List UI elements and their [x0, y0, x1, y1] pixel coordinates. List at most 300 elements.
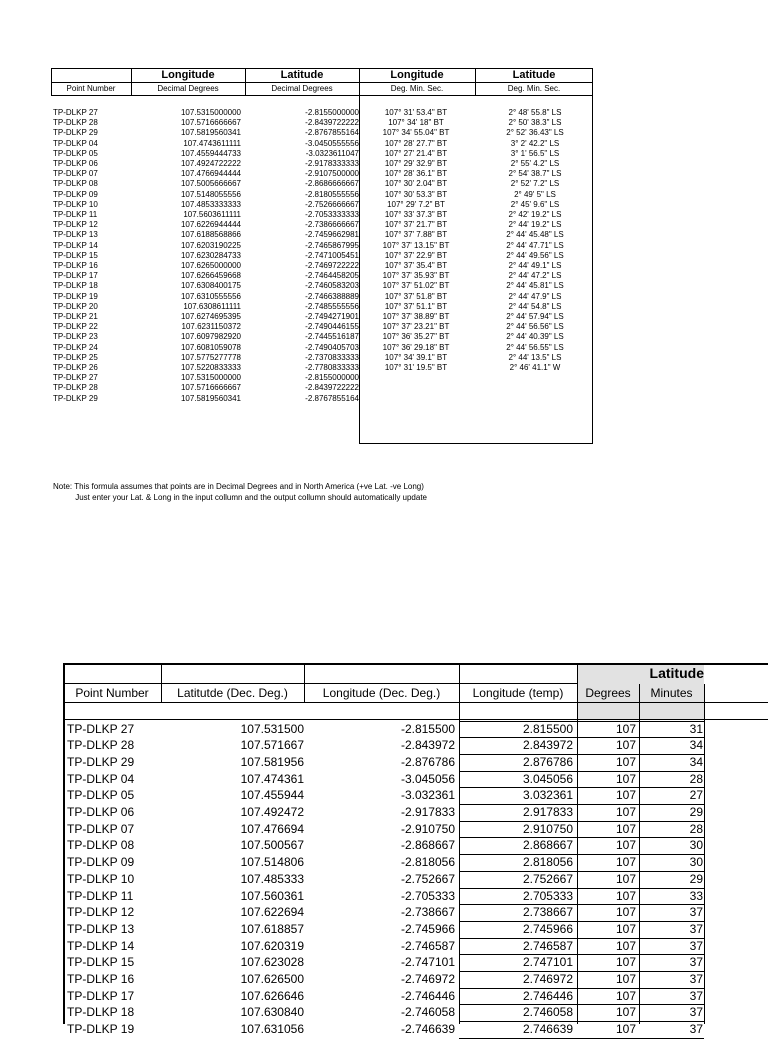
point-number-cell[interactable]: TP-DLKP 12	[67, 905, 135, 920]
longitude-dms-cell: 107° 37' 21.7" BT	[384, 220, 448, 230]
grid-line	[577, 703, 639, 720]
lon-temp-cell[interactable]: 2.752667	[522, 871, 573, 886]
lon-temp-cell[interactable]: 2.818056	[522, 855, 573, 870]
minutes-cell[interactable]: 37	[689, 905, 703, 920]
point-number-cell: TP-DLKP 29	[53, 128, 98, 138]
degrees-column-header: Degrees	[585, 686, 631, 700]
table-row	[63, 871, 768, 888]
lon-dec-cell[interactable]: -2.747101	[400, 955, 455, 970]
lat-dec-cell[interactable]: 107.631056	[240, 1022, 304, 1037]
point-number-cell: TP-DLKP 10	[53, 199, 98, 209]
lon-dec-cell[interactable]: -2.876786	[400, 754, 455, 769]
lat-dec-cell[interactable]: 107.623028	[240, 955, 304, 970]
point-number-cell[interactable]: TP-DLKP 10	[67, 871, 135, 886]
degrees-cell[interactable]: 107	[615, 855, 636, 870]
lat-dec-cell[interactable]: 107.626500	[240, 972, 304, 986]
latitude-decimal-cell: -2.7490446155	[305, 322, 359, 332]
longitude-dms-cell: 107° 34' 18" BT	[388, 118, 444, 128]
latitude-dms-cell: 2° 52' 7.2" LS	[510, 179, 560, 189]
point-number-cell: TP-DLKP 14	[53, 240, 98, 250]
longitude-header: Longitude	[161, 69, 215, 81]
lon-temp-cell[interactable]: 2.745966	[522, 921, 573, 936]
point-number-cell[interactable]: TP-DLKP 14	[67, 938, 135, 953]
latitude-decimal-cell: -2.7780833333	[305, 363, 359, 372]
point-number-cell: TP-DLKP 09	[53, 189, 98, 199]
latitude-dms-cell: 2° 55' 4.2" LS	[510, 159, 560, 168]
latitude-decimal-cell: -2.7465867995	[305, 240, 359, 250]
table-row	[51, 179, 593, 189]
longitude-decimal-cell: 107.5148055556	[180, 189, 241, 199]
point-number-cell[interactable]: TP-DLKP 15	[67, 955, 135, 970]
point-number-cell[interactable]: TP-DLKP 28	[67, 738, 135, 753]
lon-temp-cell[interactable]: 2.746058	[522, 1005, 573, 1020]
longitude-decimal-cell: 107.4559444733	[180, 148, 241, 158]
longitude-decimal-cell: 107.6274695395	[180, 312, 241, 321]
longitude-decimal-cell: 107.4853333333	[180, 199, 241, 209]
latitude-decimal-cell: -2.7459662981	[305, 230, 359, 240]
longitude-decimal-cell: 107.6310555556	[180, 291, 241, 301]
longitude-decimal-cell: 107.5716666667	[180, 383, 241, 393]
longitude-dms-cell: 107° 29' 32.9" BT	[384, 159, 448, 168]
longitude-dms-cell: 107° 36' 35.27" BT	[382, 332, 450, 342]
latitude-decimal-cell: -2.8180555556	[305, 189, 359, 199]
table-row	[51, 128, 593, 138]
latitude-dms-cell: 2° 42' 19.2" LS	[508, 210, 562, 219]
lat-dec-cell[interactable]: 107.581956	[240, 754, 304, 769]
table-row	[63, 888, 768, 905]
point-number-header: Point Number	[66, 84, 116, 93]
lat-dec-cell[interactable]: 107.455944	[240, 788, 304, 803]
longitude-decimal-cell: 107.6308400175	[180, 281, 241, 291]
longitude-dms-cell: 107° 33' 37.3" BT	[384, 210, 448, 219]
table-row	[51, 200, 593, 210]
table-row	[51, 373, 593, 383]
latitude-dms-cell: 2° 52' 36.43" LS	[506, 128, 564, 138]
lon-temp-cell[interactable]: 2.843972	[522, 738, 573, 753]
longitude-dms-cell: 107° 37' 51.1" BT	[384, 301, 448, 311]
latitude-subheader: Decimal Degrees	[271, 84, 333, 93]
minutes-cell[interactable]: 37	[689, 955, 703, 970]
longitude-dms-cell: 107° 37' 38.89" BT	[382, 312, 450, 321]
latitude-dms-cell: 2° 44' 45.48" LS	[506, 230, 564, 240]
longitude-dms-cell: 107° 34' 55.04" BT	[382, 128, 450, 138]
table-row	[63, 988, 768, 1005]
table-row	[51, 220, 593, 230]
point-number-cell: TP-DLKP 25	[53, 352, 98, 362]
lat-dec-cell[interactable]: 107.622694	[240, 905, 304, 920]
longitude-dms-cell: 107° 37' 35.4" BT	[384, 261, 448, 270]
point-number-cell: TP-DLKP 17	[53, 271, 98, 281]
latitude-dms-cell: 2° 44' 57.94" LS	[506, 312, 564, 321]
minutes-cell[interactable]: 29	[689, 871, 703, 886]
degrees-cell[interactable]: 107	[615, 771, 636, 786]
minutes-cell[interactable]: 29	[689, 805, 703, 819]
lat-dec-cell[interactable]: 107.500567	[240, 838, 304, 853]
lat-dec-cell[interactable]: 107.618857	[240, 921, 304, 936]
latitude-group-header: Latitude	[649, 665, 704, 681]
longitude-decimal-cell: 107.5005666667	[180, 179, 241, 189]
longitude-dms-cell: 107° 31' 19.5" BT	[384, 363, 448, 372]
latitude-dms-cell: 2° 50' 38.3" LS	[508, 118, 562, 128]
degrees-cell[interactable]: 107	[615, 754, 636, 769]
longitude-dms-cell: 107° 30' 2.04" BT	[384, 179, 448, 189]
point-number-cell: TP-DLKP 13	[53, 230, 98, 240]
table-row	[63, 921, 768, 938]
lon-dec-cell[interactable]: -2.745966	[400, 921, 455, 936]
point-number-cell[interactable]: TP-DLKP 11	[67, 888, 134, 903]
table-row	[51, 190, 593, 200]
degrees-cell[interactable]: 107	[615, 972, 636, 986]
table-row	[51, 302, 593, 312]
lon-temp-cell[interactable]: 2.747101	[522, 955, 573, 970]
longitude-dms-cell: 107° 37' 7.88" BT	[384, 230, 448, 240]
table-row	[51, 292, 593, 302]
table-row	[51, 159, 593, 169]
latitude-decimal-cell: -2.7471005451	[305, 250, 359, 260]
minutes-cell[interactable]: 30	[689, 855, 703, 870]
latitude-dms-subheader: Deg. Min. Sec.	[507, 84, 561, 93]
degrees-cell[interactable]: 107	[615, 888, 636, 903]
minutes-cell[interactable]: 30	[689, 838, 703, 853]
minutes-cell[interactable]: 37	[689, 988, 703, 1003]
longitude-decimal-cell: 107.5775277778	[180, 352, 241, 362]
latitude-dms-cell: 2° 44' 47.9" LS	[508, 291, 562, 301]
minutes-cell[interactable]: 37	[689, 1022, 703, 1037]
lon-dec-cell[interactable]: -2.818056	[400, 855, 455, 870]
lon-dec-cell[interactable]: -2.746587	[400, 938, 455, 953]
table-row	[63, 904, 768, 921]
latitude-dms-cell: 2° 44' 49.1" LS	[508, 261, 562, 270]
lon-temp-cell[interactable]: 2.746587	[522, 938, 573, 953]
longitude-decimal-cell: 107.6097982920	[180, 332, 241, 342]
lat-dec-cell[interactable]: 107.571667	[240, 738, 304, 753]
lon-temp-cell[interactable]: 2.910750	[522, 821, 573, 836]
lon-dec-cell[interactable]: -2.868667	[400, 838, 455, 853]
lon-dec-cell[interactable]: -2.705333	[400, 888, 455, 903]
latitude-dms-cell: 3° 2' 42.2" LS	[510, 138, 560, 148]
minutes-cell[interactable]: 27	[689, 788, 703, 803]
degrees-cell[interactable]: 107	[615, 955, 636, 970]
table-row	[63, 754, 768, 771]
minutes-cell[interactable]: 37	[689, 1005, 703, 1020]
degrees-cell[interactable]: 107	[615, 938, 636, 953]
minutes-cell[interactable]: 37	[689, 972, 703, 986]
degrees-cell[interactable]: 107	[615, 921, 636, 936]
minutes-cell[interactable]: 31	[689, 721, 703, 736]
table-row	[51, 353, 593, 363]
minutes-cell[interactable]: 34	[689, 754, 703, 769]
table-row	[51, 108, 593, 118]
lon-dec-cell[interactable]: -2.746446	[400, 988, 455, 1003]
minutes-cell[interactable]: 33	[689, 888, 703, 903]
point-number-cell: TP-DLKP 19	[53, 291, 98, 301]
latitude-dms-cell: 2° 44' 45.81" LS	[506, 281, 564, 291]
point-number-cell: TP-DLKP 12	[53, 220, 98, 230]
latitude-dms-cell: 2° 44' 56.56" LS	[506, 322, 564, 332]
latitude-dms-cell: 2° 44' 47.2" LS	[508, 271, 562, 281]
longitude-decimal-cell: 107.5603611111	[183, 210, 241, 219]
latitude-decimal-cell: -2.7469722222	[305, 261, 359, 270]
minutes-cell[interactable]: 28	[689, 821, 703, 836]
point-number-cell: TP-DLKP 05	[53, 148, 98, 158]
lon-dec-cell[interactable]: -2.752667	[400, 871, 455, 886]
lon-dec-cell[interactable]: -3.045056	[400, 771, 455, 786]
longitude-decimal-cell: 107.6203190225	[180, 240, 241, 250]
lon-dec-cell[interactable]: -3.032361	[400, 788, 455, 803]
point-number-cell: TP-DLKP 24	[53, 342, 98, 352]
point-number-cell[interactable]: TP-DLKP 17	[67, 988, 135, 1003]
longitude-decimal-cell: 107.6230284733	[180, 250, 241, 260]
lon-dec-cell[interactable]: -2.746972	[400, 972, 455, 986]
latitude-decimal-cell: -2.8686666667	[305, 179, 359, 189]
table-row	[63, 971, 768, 988]
table-row	[63, 938, 768, 955]
latitude-decimal-cell: -2.7053333333	[305, 210, 359, 219]
point-number-cell: TP-DLKP 27	[53, 373, 98, 383]
degrees-cell[interactable]: 107	[615, 721, 636, 736]
latitude-decimal-cell: -3.0323611047	[305, 148, 359, 158]
latitude-dms-cell: 2° 44' 40.39" LS	[506, 332, 564, 342]
table-row	[51, 118, 593, 128]
point-number-cell[interactable]: TP-DLKP 13	[67, 921, 135, 936]
table-row	[51, 332, 593, 342]
lat-dec-cell[interactable]: 107.476694	[240, 821, 304, 836]
table-row	[51, 169, 593, 179]
table-row	[51, 241, 593, 251]
lon-dec-cell[interactable]: -2.815500	[400, 721, 455, 736]
point-number-cell: TP-DLKP 06	[53, 159, 98, 168]
point-number-cell[interactable]: TP-DLKP 29	[67, 754, 135, 769]
lon-temp-cell[interactable]: 2.738667	[522, 905, 573, 920]
formula-note	[53, 481, 427, 503]
longitude-decimal-cell: 107.6081059078	[180, 342, 241, 352]
point-number-cell: TP-DLKP 18	[53, 281, 98, 291]
grid-line	[704, 684, 705, 703]
point-number-column-header: Point Number	[75, 686, 149, 700]
point-number-cell[interactable]: TP-DLKP 19	[67, 1022, 135, 1037]
longitude-decimal-cell: 107.6226944444	[180, 220, 241, 230]
minutes-cell[interactable]: 28	[689, 771, 703, 786]
point-number-cell: TP-DLKP 04	[53, 138, 98, 148]
table-row	[63, 821, 768, 838]
latitude-dms-cell: 2° 44' 13.5" LS	[508, 352, 562, 362]
grid-line	[639, 703, 704, 720]
lon-dec-cell[interactable]: -2.917833	[400, 805, 455, 819]
latitude-decimal-cell: -2.8439722222	[305, 118, 359, 128]
degrees-cell[interactable]: 107	[615, 905, 636, 920]
lon-temp-cell[interactable]: 2.746639	[522, 1022, 573, 1037]
point-number-cell: TP-DLKP 08	[53, 179, 98, 189]
lon-temp-cell[interactable]: 2.868667	[522, 838, 573, 853]
longitude-dms-cell: 107° 30' 53.3" BT	[384, 189, 448, 199]
table-row	[63, 954, 768, 971]
longitude-decimal-cell: 107.6265000000	[180, 261, 241, 270]
point-number-cell: TP-DLKP 28	[53, 118, 98, 128]
point-number-cell[interactable]: TP-DLKP 06	[67, 805, 135, 819]
latitude-dms-cell: 2° 44' 54.8" LS	[508, 301, 562, 311]
latitude-dms-cell: 3° 1' 56.5" LS	[510, 148, 560, 158]
longitude-decimal-cell: 107.4743611111	[183, 138, 241, 148]
table-row	[51, 271, 593, 281]
longitude-dms-cell: 107° 28' 36.1" BT	[384, 169, 448, 179]
lat-dec-column-header: Latitutde (Dec. Deg.)	[177, 686, 288, 700]
table-row	[63, 771, 768, 788]
latitude-decimal-cell: -2.7466388889	[305, 291, 359, 301]
point-number-cell[interactable]: TP-DLKP 16	[67, 972, 135, 986]
table-row	[51, 149, 593, 159]
table-row	[51, 281, 593, 291]
lon-dec-cell[interactable]: -2.746639	[400, 1022, 455, 1037]
latitude-decimal-cell: -2.8767855164	[305, 393, 359, 403]
latitude-dms-cell: 2° 44' 49.56" LS	[506, 250, 564, 260]
point-number-cell[interactable]: TP-DLKP 07	[67, 821, 135, 836]
lat-dec-cell[interactable]: 107.492472	[240, 805, 304, 819]
latitude-decimal-cell: -2.7490405703	[305, 342, 359, 352]
lon-temp-cell[interactable]: 2.876786	[522, 754, 573, 769]
latitude-decimal-cell: -2.7445516187	[305, 332, 359, 342]
latitude-decimal-cell: -2.7485555556	[305, 301, 359, 311]
latitude-dms-cell: 2° 44' 19.2" LS	[508, 220, 562, 230]
point-number-cell[interactable]: TP-DLKP 27	[67, 721, 135, 736]
longitude-decimal-cell: 107.5716666667	[180, 118, 241, 128]
longitude-dms-header: Longitude	[390, 69, 444, 81]
lat-dec-cell[interactable]: 107.620319	[240, 938, 304, 953]
point-number-cell: TP-DLKP 22	[53, 322, 98, 332]
degrees-cell[interactable]: 107	[615, 805, 636, 819]
longitude-dms-cell: 107° 28' 27.7" BT	[384, 138, 448, 148]
degrees-cell[interactable]: 107	[615, 1005, 636, 1020]
latitude-decimal-cell: -2.7370833333	[305, 352, 359, 362]
table-row	[51, 210, 593, 220]
latitude-decimal-cell: -2.7460583203	[305, 281, 359, 291]
longitude-dms-cell: 107° 37' 23.21" BT	[382, 322, 450, 332]
point-number-cell: TP-DLKP 28	[53, 383, 98, 393]
point-number-cell: TP-DLKP 11	[53, 210, 98, 219]
degrees-cell[interactable]: 107	[615, 788, 636, 803]
table-row	[51, 139, 593, 149]
lat-dec-cell[interactable]: 107.514806	[240, 855, 304, 870]
latitude-dms-cell: 2° 54' 38.7" LS	[508, 169, 562, 179]
longitude-subheader: Decimal Degrees	[157, 84, 219, 93]
longitude-decimal-cell: 107.5220833333	[180, 363, 241, 372]
point-number-cell: TP-DLKP 07	[53, 169, 98, 179]
degrees-cell[interactable]: 107	[615, 1022, 636, 1037]
minutes-cell[interactable]: 34	[689, 738, 703, 753]
lon-temp-cell[interactable]: 3.032361	[522, 788, 573, 803]
lat-dec-cell[interactable]: 107.485333	[240, 871, 304, 886]
lon-dec-cell[interactable]: -2.910750	[400, 821, 455, 836]
lon-temp-cell[interactable]: 2.705333	[522, 888, 573, 903]
lon-temp-cell[interactable]: 2.746972	[522, 972, 573, 986]
table-row	[51, 312, 593, 322]
grid-line	[63, 702, 768, 703]
longitude-dms-subheader: Deg. Min. Sec.	[390, 84, 444, 93]
longitude-decimal-cell: 107.6188568866	[180, 230, 241, 240]
longitude-decimal-cell: 107.5819560341	[180, 128, 241, 138]
table-row	[63, 787, 768, 804]
longitude-decimal-cell: 107.6266459668	[180, 271, 241, 281]
table-row	[51, 261, 593, 271]
point-number-cell: TP-DLKP 20	[53, 301, 98, 311]
longitude-decimal-cell: 107.6231150372	[181, 322, 241, 332]
table-row	[51, 251, 593, 261]
point-number-cell: TP-DLKP 26	[53, 363, 98, 372]
lon-temp-cell[interactable]: 2.917833	[522, 805, 573, 819]
latitude-dms-header: Latitude	[512, 69, 556, 81]
point-number-cell: TP-DLKP 23	[53, 332, 98, 342]
minutes-cell[interactable]: 37	[689, 921, 703, 936]
latitude-dms-cell: 2° 48' 55.8" LS	[508, 108, 562, 117]
longitude-dms-cell: 107° 37' 35.93" BT	[382, 271, 450, 281]
table-row	[63, 854, 768, 871]
longitude-dms-cell: 107° 27' 21.4" BT	[384, 148, 448, 158]
lon-temp-cell[interactable]: 3.045056	[522, 771, 573, 786]
lat-dec-cell[interactable]: 107.630840	[240, 1005, 304, 1020]
longitude-dms-cell: 107° 34' 39.1" BT	[384, 352, 448, 362]
degrees-cell[interactable]: 107	[615, 988, 636, 1003]
latitude-decimal-cell: -2.7386666667	[305, 220, 359, 230]
point-number-cell[interactable]: TP-DLKP 18	[67, 1005, 135, 1020]
lon-dec-cell[interactable]: -2.843972	[400, 738, 455, 753]
point-number-cell: TP-DLKP 15	[53, 250, 98, 260]
lat-dec-cell[interactable]: 107.560361	[240, 888, 304, 903]
minutes-column-header: Minutes	[650, 686, 693, 700]
minutes-cell[interactable]: 37	[689, 938, 703, 953]
point-number-cell[interactable]: TP-DLKP 04	[67, 771, 135, 786]
table-row	[63, 1004, 768, 1021]
conversion-worksheet-table	[63, 663, 768, 1037]
lon-dec-cell[interactable]: -2.746058	[400, 1005, 455, 1020]
note-line-1: Note: This formula assumes that points are in Decimal Degrees and in North America (+ve Lat. -ve Long)	[53, 482, 424, 491]
point-number-cell[interactable]: TP-DLKP 09	[67, 855, 135, 870]
longitude-decimal-cell: 107.5819560341	[180, 393, 241, 403]
longitude-dms-cell: 107° 29' 7.2" BT	[387, 199, 445, 209]
lon-dec-cell[interactable]: -2.738667	[400, 905, 455, 920]
lon-temp-cell[interactable]: 2.746446	[522, 988, 573, 1003]
table-row	[51, 230, 593, 240]
lat-dec-cell[interactable]: 107.626646	[240, 988, 304, 1003]
longitude-dms-cell: 107° 36' 29.18" BT	[382, 342, 450, 352]
latitude-decimal-cell: -2.7494271901	[305, 312, 359, 321]
table-row	[51, 394, 593, 404]
latitude-dms-cell: 2° 45' 9.6" LS	[510, 199, 560, 209]
longitude-decimal-cell: 107.4924722222	[180, 159, 241, 168]
degrees-cell[interactable]: 107	[615, 738, 636, 753]
point-number-cell: TP-DLKP 27	[53, 108, 98, 117]
latitude-dms-cell: 2° 46' 41.1" W	[509, 363, 561, 372]
lon-dec-column-header: Longitude (Dec. Deg.)	[322, 686, 441, 700]
lat-dec-cell[interactable]: 107.474361	[240, 771, 304, 786]
longitude-decimal-cell: 107.6308611111	[183, 301, 241, 311]
latitude-decimal-cell: -2.9107500000	[305, 169, 359, 179]
degrees-cell[interactable]: 107	[615, 871, 636, 886]
point-number-cell[interactable]: TP-DLKP 05	[67, 788, 135, 803]
latitude-decimal-cell: -2.8155000000	[305, 108, 359, 117]
point-number-cell[interactable]: TP-DLKP 08	[67, 838, 135, 853]
latitude-header: Latitude	[280, 69, 324, 81]
table-row	[63, 804, 768, 821]
lon-temp-cell[interactable]: 2.815500	[522, 721, 573, 736]
lon-temp-column-header: Longitude (temp)	[472, 686, 564, 700]
longitude-dms-cell: 107° 37' 13.15" BT	[382, 240, 450, 250]
latitude-decimal-cell: -2.8767855164	[305, 128, 359, 138]
lat-dec-cell[interactable]: 107.531500	[240, 721, 304, 736]
longitude-dms-cell: 107° 37' 22.9" BT	[384, 250, 448, 260]
degrees-cell[interactable]: 107	[615, 821, 636, 836]
latitude-decimal-cell: -2.9178333333	[305, 159, 359, 168]
point-number-cell: TP-DLKP 16	[53, 261, 98, 270]
degrees-cell[interactable]: 107	[615, 838, 636, 853]
